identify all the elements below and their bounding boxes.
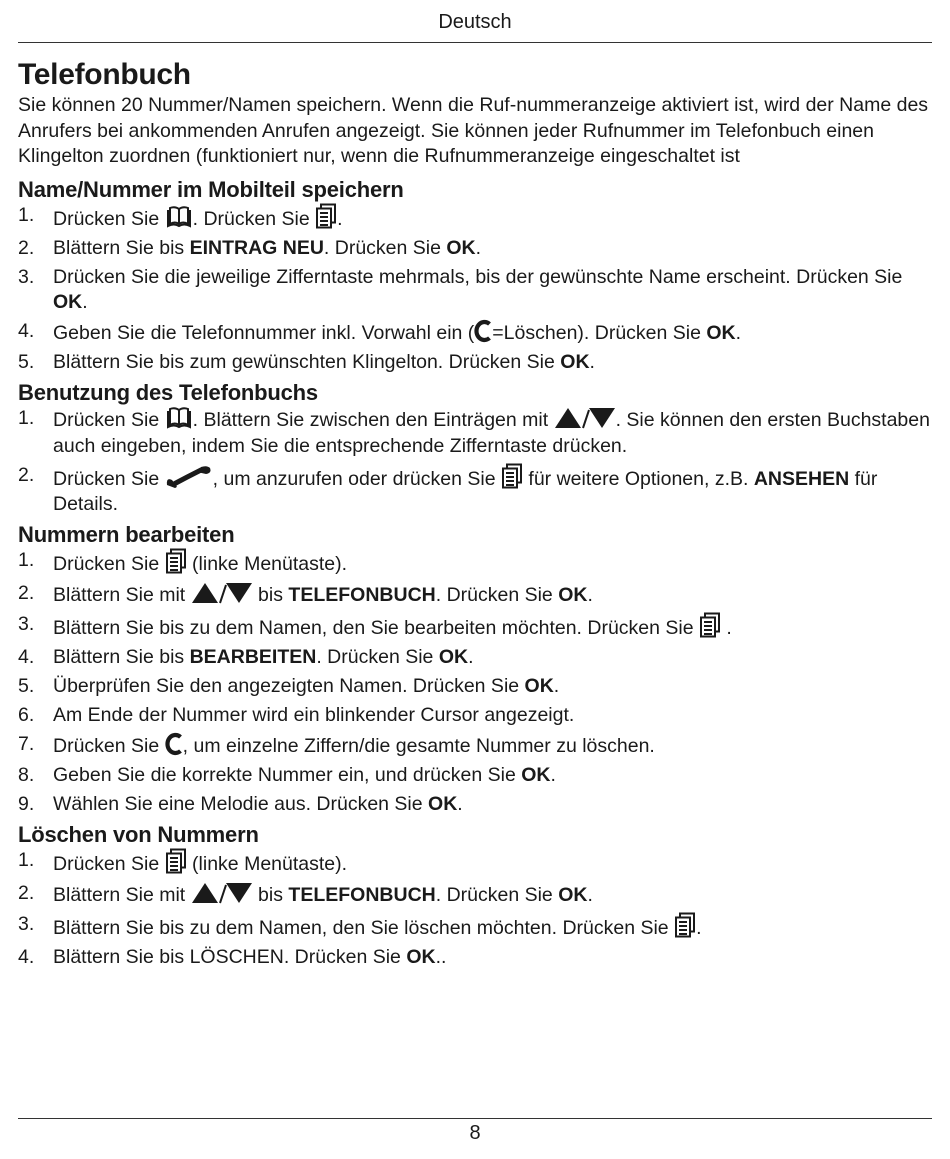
list-item: [18, 319, 932, 347]
item-text: .: [587, 584, 593, 606]
key-label: BEARBEITEN: [189, 646, 317, 668]
item-text: . Drücken Sie: [316, 646, 439, 668]
item-text: .: [696, 917, 702, 939]
header-language: Deutsch: [438, 11, 512, 33]
item-text: Blättern Sie bis: [53, 646, 190, 668]
item-text: . Sie können den ersten Buchstaben auch eingeben, indem Sie die entsprechende Zifferntaste drücken.: [53, 409, 930, 457]
list-item: [18, 236, 932, 262]
list-item: [18, 703, 932, 729]
item-text: Drücken Sie: [53, 207, 165, 230]
key-label: OK: [446, 236, 476, 259]
item-number: 2.: [18, 882, 35, 904]
item-text: Blättern Sie mit: [53, 884, 191, 906]
item-text: . Drücken Sie: [435, 584, 559, 606]
menu-icon: [165, 848, 187, 874]
up-down-arrow-icon: [554, 406, 616, 430]
item-text: . Blättern Sie zwischen den Einträgen mit: [192, 409, 554, 431]
page-number: 8: [469, 1122, 481, 1144]
item-number: 7.: [18, 733, 35, 755]
section-heading: Nummern bearbeiten: [18, 522, 235, 547]
item-number: 3.: [18, 265, 35, 288]
item-text: .: [587, 884, 593, 906]
item-text: .: [457, 793, 463, 815]
key-label: OK: [53, 291, 83, 313]
item-text: Überprüfen Sie den angezeigten Namen. Drücken Sie: [53, 675, 525, 697]
list-item: [18, 848, 932, 878]
item-text: , um anzurufen oder drücken Sie: [212, 467, 501, 490]
list-item: [18, 581, 932, 609]
key-label: TELEFONBUCH: [288, 584, 436, 606]
item-number: 1.: [18, 849, 35, 871]
item-number: 2.: [18, 463, 35, 486]
item-number: 1.: [18, 549, 35, 571]
list-item: [18, 612, 932, 642]
item-text: Drücken Sie: [53, 409, 165, 431]
key-label: OK: [524, 675, 554, 697]
instruction-list: [18, 203, 932, 376]
item-text: bis: [252, 584, 289, 606]
list-item: [18, 350, 932, 376]
list-item: [18, 945, 932, 971]
list-item: [18, 265, 932, 316]
item-text: Geben Sie die Telefonnummer inkl. Vorwahl ein (: [53, 322, 475, 344]
list-item: [18, 912, 932, 942]
item-text: . Drücken Sie: [192, 207, 316, 230]
page-header: [18, 10, 932, 43]
section-heading: Name/Nummer im Mobilteil speichern: [18, 176, 404, 202]
item-text: .: [82, 291, 88, 313]
c-key-icon: [165, 732, 183, 756]
page-content: [18, 57, 932, 974]
item-text: .: [721, 617, 732, 639]
list-item: [18, 792, 932, 818]
section-heading: Benutzung des Telefonbuchs: [18, 380, 318, 405]
key-label: OK: [558, 584, 588, 606]
intro-paragraph: Sie können 20 Nummer/Namen speichern. Wenn die Ruf-nummeranzeige aktiviert ist, wird der Name des Anrufers bei ankommenden Anrufen angezeigt. Sie können jeder Rufnummer im Telefonbuch einen Klingelton zuordnen (funktioniert nur, wenn die Rufnummeranzeige eingeschaltet ist: [18, 94, 929, 167]
item-text: Blättern Sie bis zu dem Namen, den Sie löschen möchten. Drücken Sie: [53, 917, 675, 939]
item-number: 2.: [18, 236, 35, 259]
item-text: .: [468, 646, 474, 668]
item-number: 6.: [18, 704, 35, 726]
key-label: OK: [560, 351, 590, 373]
item-text: bis: [252, 884, 289, 906]
instruction-list: [18, 406, 932, 518]
instruction-list: [18, 548, 932, 818]
item-number: 1.: [18, 203, 35, 226]
item-text: Drücken Sie: [53, 553, 165, 575]
key-label: OK: [706, 322, 736, 344]
phonebook-icon: [165, 406, 193, 430]
item-number: 4.: [18, 646, 35, 668]
section-heading: Löschen von Nummern: [18, 822, 259, 847]
page-footer: [18, 1118, 932, 1147]
key-label: OK: [406, 946, 436, 968]
list-item: [18, 763, 932, 789]
instruction-list: [18, 848, 932, 971]
item-number: 5.: [18, 675, 35, 697]
list-item: [18, 674, 932, 700]
sections-container: [18, 176, 932, 971]
page-title: Telefonbuch: [18, 58, 191, 91]
item-text: (linke Menütaste).: [186, 553, 348, 575]
item-text: Blättern Sie mit: [53, 584, 191, 606]
item-number: 9.: [18, 793, 35, 815]
list-item: [18, 463, 932, 518]
item-number: 3.: [18, 913, 35, 935]
key-label: ANSEHEN: [753, 467, 850, 490]
item-text: für weitere Optionen, z.B.: [522, 467, 754, 490]
list-item: [18, 406, 932, 459]
menu-icon: [699, 612, 721, 638]
item-text: .: [735, 322, 742, 344]
item-number: 8.: [18, 764, 35, 786]
phonebook-icon: [165, 205, 193, 229]
item-text: .: [550, 764, 556, 786]
list-item: [18, 203, 932, 233]
item-text: . Drücken Sie: [435, 884, 559, 906]
item-text: =Löschen). Drücken Sie: [492, 322, 707, 344]
item-text: Blättern Sie bis zum gewünschten Klingelton. Drücken Sie: [53, 351, 561, 373]
list-item: [18, 732, 932, 760]
up-down-arrow-icon: [191, 581, 253, 605]
item-text: Am Ende der Nummer wird ein blinkender Cursor angezeigt.: [53, 704, 575, 726]
item-text: Wählen Sie eine Melodie aus. Drücken Sie: [53, 793, 429, 815]
item-text: . Drücken Sie: [323, 236, 447, 259]
item-text: Geben Sie die korrekte Nummer ein, und drücken Sie: [53, 764, 522, 786]
item-text: (linke Menütaste).: [186, 853, 348, 875]
key-label: OK: [438, 646, 469, 668]
item-text: Blättern Sie bis zu dem Namen, den Sie bearbeiten möchten. Drücken Sie: [53, 617, 700, 639]
item-text: Blättern Sie bis LÖSCHEN. Drücken Sie: [53, 946, 407, 968]
menu-icon: [315, 203, 337, 229]
menu-icon: [674, 912, 696, 938]
item-text: .: [475, 236, 482, 259]
c-key-icon: [474, 319, 492, 343]
key-label: OK: [558, 884, 588, 906]
item-text: Drücken Sie die jeweilige Zifferntaste mehrmals, bis der gewünschte Name erscheint. Drücken Sie: [53, 265, 903, 288]
item-number: 5.: [18, 351, 35, 373]
item-text: , um einzelne Ziffern/die gesamte Nummer zu löschen.: [182, 735, 655, 757]
item-number: 4.: [18, 946, 35, 968]
list-item: [18, 645, 932, 671]
item-text: für Details.: [53, 467, 878, 515]
item-text: ..: [435, 946, 447, 968]
key-label: TELEFONBUCH: [288, 884, 436, 906]
item-number: 4.: [18, 320, 35, 342]
menu-icon: [165, 548, 187, 574]
list-item: [18, 548, 932, 578]
item-text: .: [553, 675, 560, 697]
item-text: Drücken Sie: [53, 467, 165, 490]
key-label: OK: [428, 793, 458, 815]
item-text: .: [589, 351, 595, 373]
item-number: 3.: [18, 613, 35, 635]
key-label: EINTRAG NEU: [189, 236, 324, 259]
menu-icon: [501, 463, 523, 489]
item-text: .: [337, 207, 343, 230]
item-number: 2.: [18, 582, 35, 604]
item-text: Drücken Sie: [53, 853, 165, 875]
up-down-arrow-icon: [191, 881, 253, 905]
item-text: Blättern Sie bis: [53, 236, 190, 259]
call-handset-icon: [165, 465, 213, 489]
key-label: OK: [521, 764, 551, 786]
list-item: [18, 881, 932, 909]
item-text: Drücken Sie: [53, 735, 165, 757]
item-number: 1.: [18, 407, 35, 429]
